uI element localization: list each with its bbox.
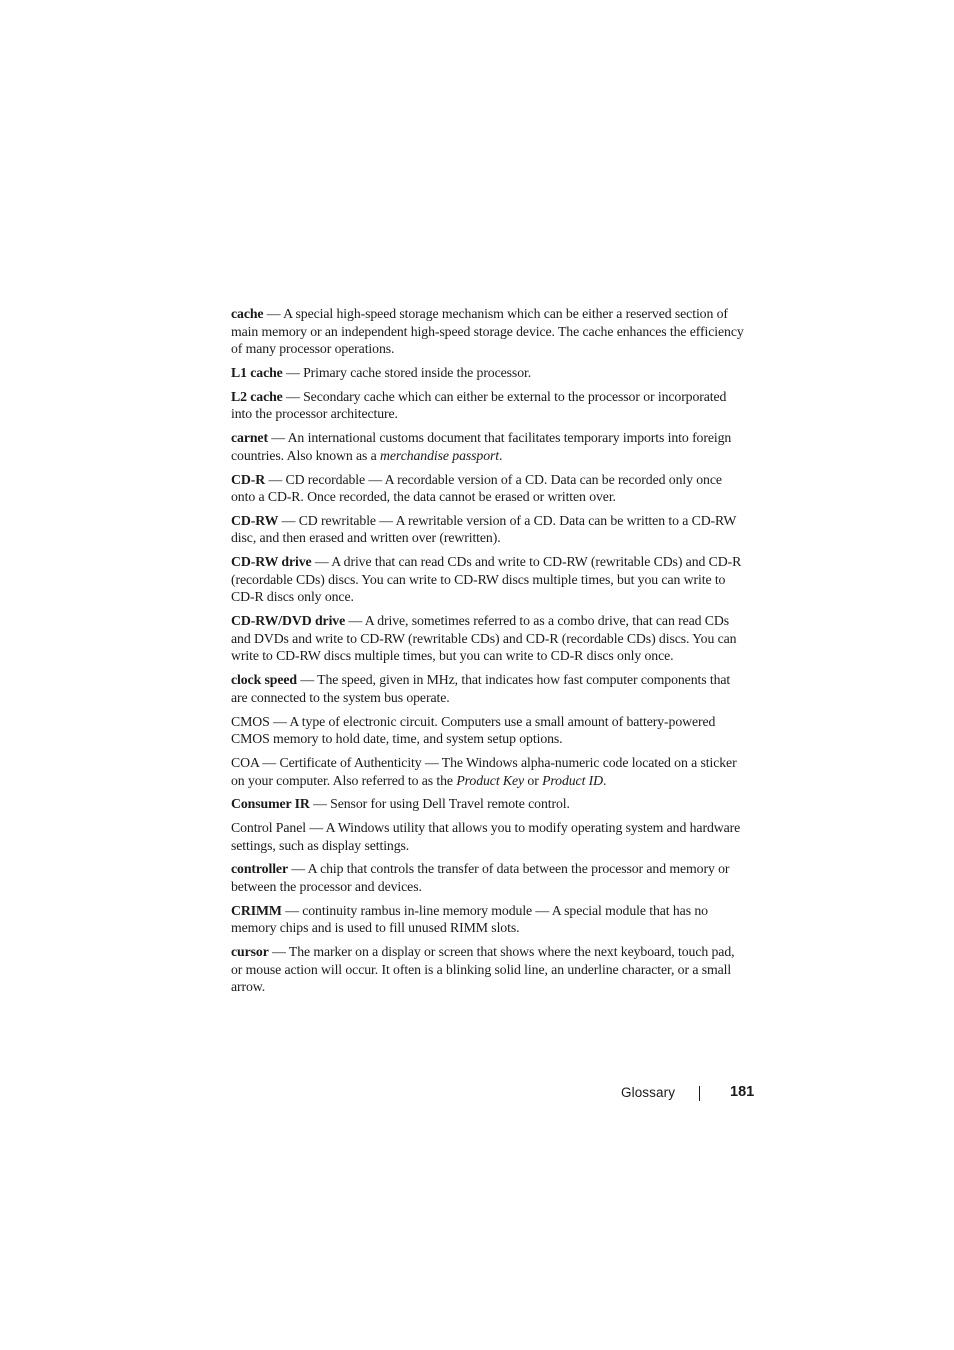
glossary-entry	[231, 902, 745, 937]
glossary-definition: — CD rewritable — A rewritable version of a CD. Data can be written to a CD-RW disc, and then erased and written over (rewritten).	[231, 512, 737, 546]
glossary-term: cursor	[231, 944, 269, 960]
glossary-definition: — A special high-speed storage mechanism which can be either a reserved section of main memory or an independent high-speed storage device. The cache enhances the efficiency of many processor operations.	[231, 306, 744, 357]
glossary-entry	[231, 713, 745, 748]
glossary-term: CD-RW drive	[231, 554, 312, 570]
glossary-entries	[231, 305, 745, 1002]
glossary-definition: — Certificate of Authenticity — The Windows alpha-numeric code located on a sticker on your computer. Also referred to as the	[231, 754, 737, 788]
glossary-entry	[231, 553, 745, 606]
glossary-term: controller	[231, 861, 288, 877]
glossary-definition: — The speed, given in MHz, that indicates how fast computer components that are connected to the system bus operate.	[231, 672, 731, 705]
glossary-definition: .	[603, 772, 607, 788]
glossary-entry	[231, 754, 745, 789]
page-footer	[0, 1083, 954, 1103]
glossary-entry	[231, 819, 745, 854]
glossary-definition: — Secondary cache which can either be external to the processor or incorporated into the processor architecture.	[231, 388, 727, 422]
glossary-term: CMOS	[231, 713, 270, 729]
glossary-term: CRIMM	[231, 902, 282, 918]
glossary-entry	[231, 364, 745, 382]
glossary-definition: .	[499, 447, 503, 463]
glossary-definition-emphasis: Product Key	[456, 772, 525, 788]
glossary-term: COA	[231, 754, 260, 770]
glossary-definition: — An international customs document that facilitates temporary imports into foreign countries. Also known as a	[231, 430, 732, 463]
glossary-term: L2 cache	[231, 388, 283, 404]
glossary-definition: — CD recordable — A recordable version of a CD. Data can be recorded only once onto a CD-R. Once recorded, the data cannot be erased or written over.	[231, 471, 722, 505]
glossary-definition: — A drive that can read CDs and write to CD-RW (rewritable CDs) and CD-R (recordable CDs) discs. You can write to CD-RW discs multiple times, but you can write to CD-R discs only once.	[231, 554, 742, 605]
glossary-entry	[231, 512, 745, 547]
glossary-entry	[231, 612, 745, 665]
footer-section-title: Glossary	[621, 1085, 676, 1100]
glossary-definition: — A type of electronic circuit. Computers use a small amount of battery-powered CMOS memory to hold date, time, and system setup options.	[231, 713, 716, 747]
glossary-term: carnet	[231, 430, 268, 446]
glossary-definition: — A chip that controls the transfer of data between the processor and memory or between the processor and devices.	[231, 861, 730, 895]
glossary-definition: — Primary cache stored inside the processor.	[282, 364, 532, 380]
glossary-term: cache	[231, 306, 264, 321]
glossary-definition-emphasis: merchandise passport	[380, 447, 500, 463]
glossary-definition: — A Windows utility that allows you to modify operating system and hardware settings, such as display settings.	[231, 820, 741, 853]
glossary-term: CD-RW	[231, 512, 279, 528]
glossary-entry	[231, 671, 745, 706]
glossary-definition: — continuity rambus in-line memory module — A special module that has no memory chips and is used to fill unused RIMM slots.	[231, 902, 708, 936]
glossary-definition: or	[524, 772, 543, 788]
page-number: 181	[730, 1084, 755, 1100]
glossary-entry	[231, 305, 745, 358]
glossary-definition: — Sensor for using Dell Travel remote control.	[309, 796, 570, 812]
glossary-term: L1 cache	[231, 364, 283, 380]
glossary-entry	[231, 388, 745, 423]
glossary-definition: — A drive, sometimes referred to as a combo drive, that can read CDs and DVDs and write to CD-RW (rewritable CDs) and CD-R (recordable CDs) discs. You can write to CD-RW discs multiple times, but you can write to CD-R discs only once.	[231, 613, 737, 664]
glossary-entry	[231, 471, 745, 506]
glossary-term: Control Panel	[231, 820, 306, 836]
glossary-entry	[231, 943, 745, 996]
glossary-term: clock speed	[231, 672, 297, 688]
glossary-term: Consumer IR	[231, 796, 310, 812]
glossary-entry	[231, 860, 745, 895]
glossary-term: CD-R	[231, 471, 266, 487]
glossary-definition: — The marker on a display or screen that shows where the next keyboard, touch pad, or mouse action will occur. It often is a blinking solid line, an underline character, or a small arrow.	[231, 944, 735, 995]
footer-divider	[699, 1086, 700, 1101]
glossary-term: CD-RW/DVD drive	[231, 613, 346, 629]
glossary-entry	[231, 429, 745, 464]
glossary-entry	[231, 795, 745, 813]
glossary-definition-emphasis: Product ID	[542, 772, 604, 788]
